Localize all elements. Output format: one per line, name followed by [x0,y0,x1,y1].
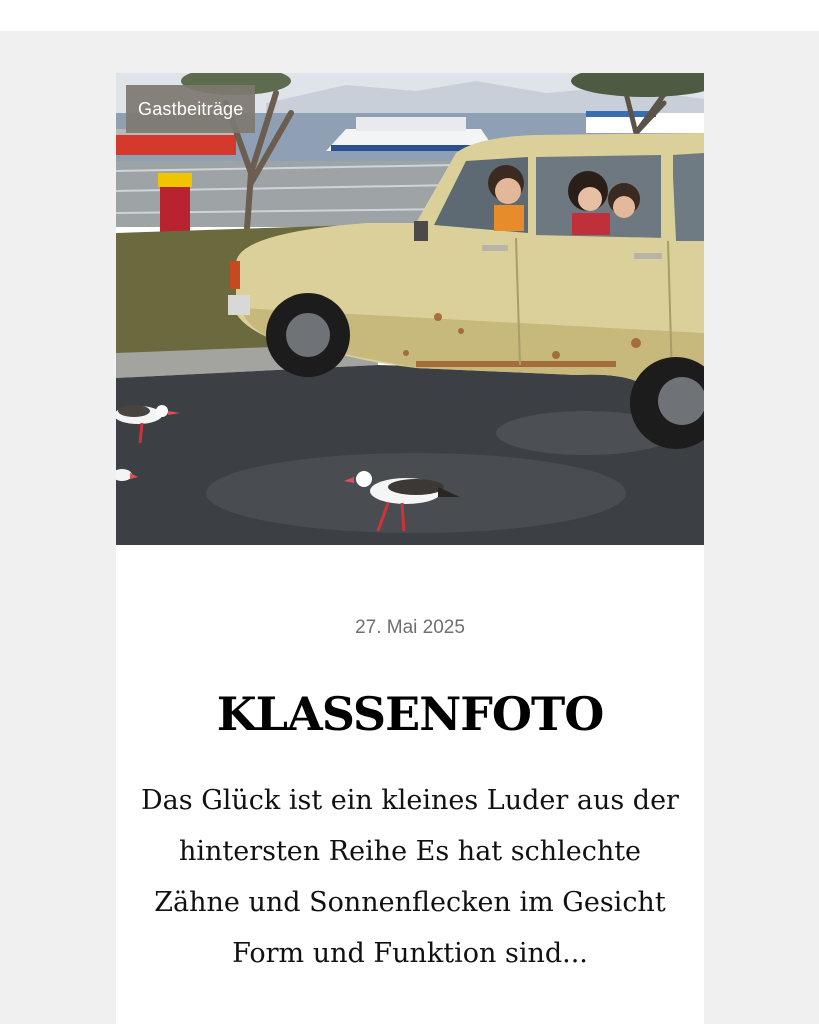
post-title[interactable]: KLASSENFOTO [216,687,604,741]
category-badge[interactable]: Gastbeiträge [126,85,255,133]
photo-illustration [116,73,704,545]
top-bar [0,0,819,31]
post-card [116,73,704,1033]
post-date: 27. Mai 2025 [355,617,465,638]
post-featured-image[interactable] [116,73,704,545]
post-excerpt: Das Glück ist ein kleines Luder aus der hintersten Reihe Es hat schlechte Zähne und Sonnenflecken im Gesicht Form und Funktion sind... [141,785,679,969]
